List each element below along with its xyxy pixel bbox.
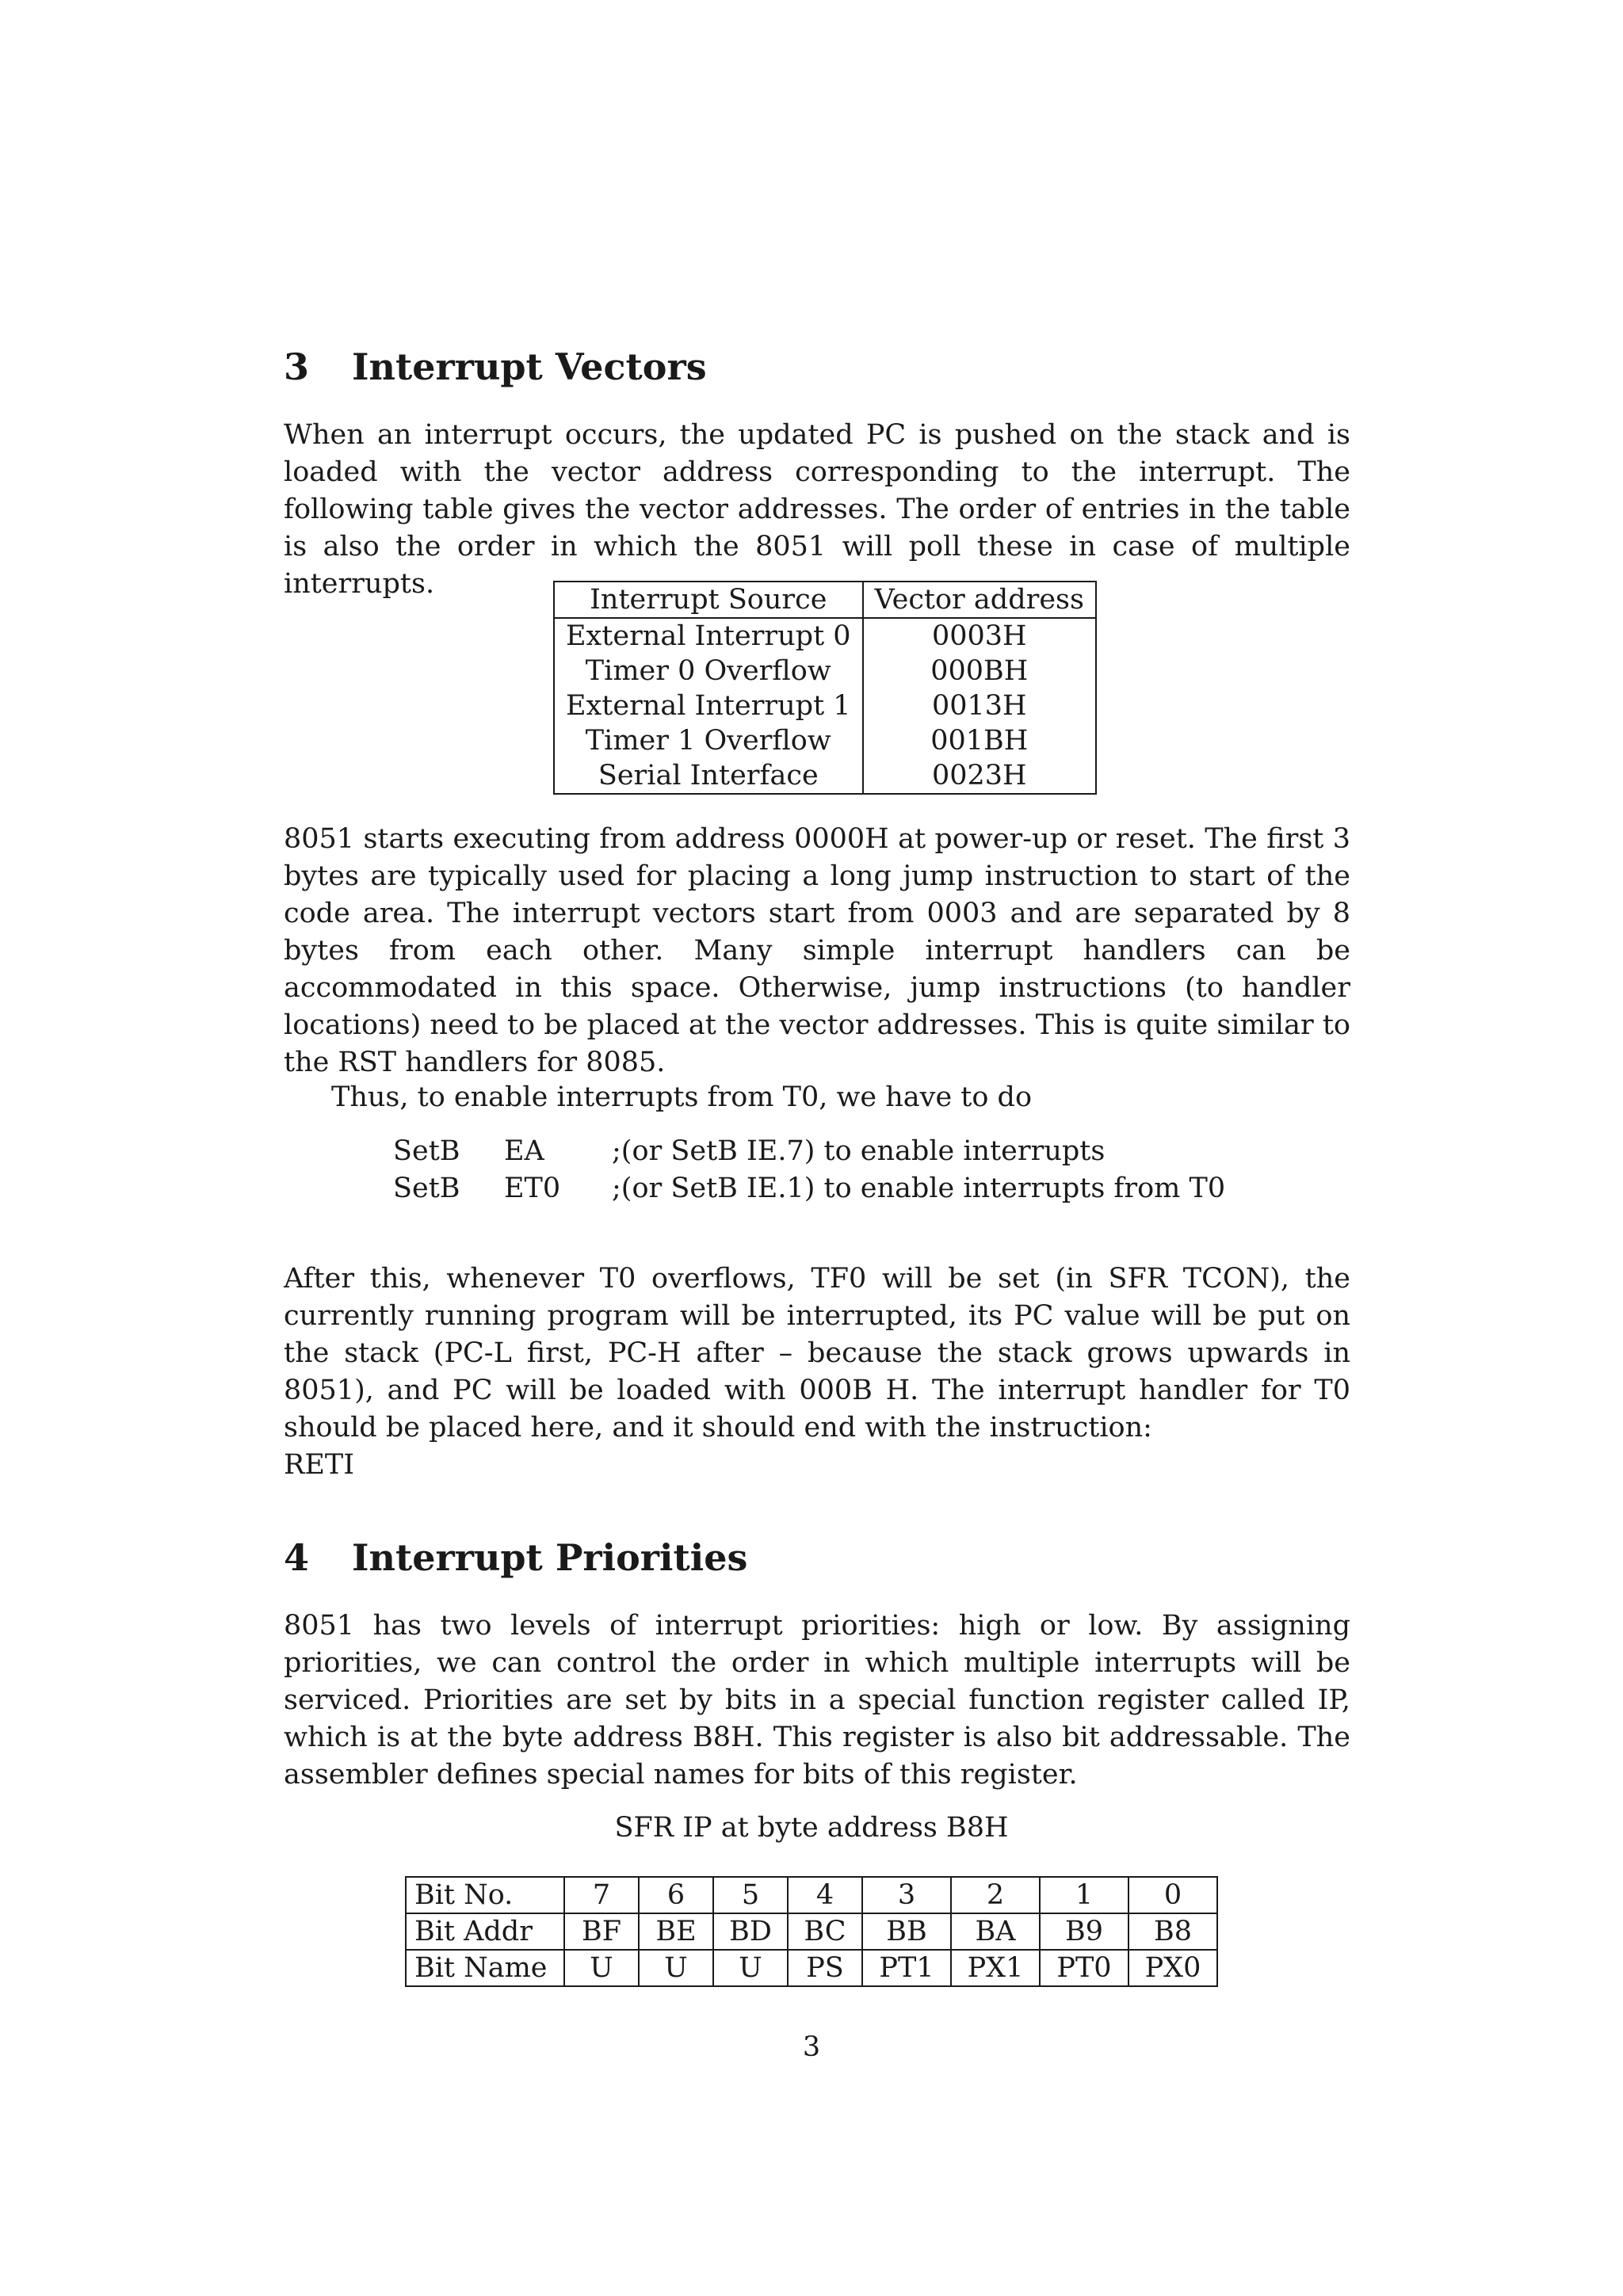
table-cell: 7 bbox=[564, 1877, 639, 1913]
table-row bbox=[406, 1913, 1217, 1950]
section-3-conclusion bbox=[284, 1261, 1350, 1484]
table-row bbox=[554, 688, 1096, 723]
table-cell: 0003H bbox=[931, 620, 1027, 652]
code-operand: EA bbox=[504, 1135, 544, 1167]
table-cell: 5 bbox=[713, 1877, 788, 1913]
section-3-heading bbox=[284, 343, 707, 391]
table-row bbox=[554, 618, 1096, 654]
paragraph-last-line: RETI bbox=[284, 1449, 355, 1481]
table-row bbox=[554, 654, 1096, 688]
table-cell: BE bbox=[639, 1913, 713, 1950]
ip-register-table bbox=[405, 1876, 1218, 1987]
table-cell: BA bbox=[951, 1913, 1040, 1950]
table-caption: SFR IP at byte address B8H bbox=[614, 1812, 1009, 1844]
table-cell: Timer 0 Overflow bbox=[554, 654, 863, 688]
table-cell: Timer 1 Overflow bbox=[554, 723, 863, 758]
paragraph: 8051 has two levels of interrupt priorities: high or low. By assigning priorities, we can control the order in which multiple interrupts will be serviced. Priorities are set by bits in a special function register called IP, which is at the byte address B8H. This register is also bit addressable. The assembler defines special names for bits of this register. bbox=[284, 1610, 1350, 1791]
code-operand: ET0 bbox=[504, 1173, 561, 1204]
table-cell: 6 bbox=[639, 1877, 713, 1913]
table-cell: PT0 bbox=[1040, 1950, 1128, 1986]
table-cell: BD bbox=[713, 1913, 788, 1950]
paragraph: Thus, to enable interrupts from T0, we have to do bbox=[331, 1081, 1033, 1113]
table-row bbox=[554, 758, 1096, 794]
section-3-body bbox=[284, 821, 1350, 1081]
table-cell: 0 bbox=[1128, 1877, 1217, 1913]
table-cell: BB bbox=[862, 1913, 951, 1950]
table-cell: U bbox=[713, 1950, 788, 1986]
table-cell: 0013H bbox=[931, 690, 1027, 722]
table-cell: Serial Interface bbox=[554, 758, 863, 794]
section-3-lead-in bbox=[284, 1079, 1350, 1116]
table-cell: External Interrupt 0 bbox=[554, 618, 863, 654]
page-number: 3 bbox=[802, 2031, 821, 2063]
table-cell: U bbox=[639, 1950, 713, 1986]
table-cell: BF bbox=[564, 1913, 639, 1950]
code-block bbox=[393, 1133, 1225, 1207]
row-label: Bit No. bbox=[406, 1877, 564, 1913]
vector-address-table bbox=[553, 581, 1097, 795]
table-row bbox=[406, 1950, 1217, 1986]
table-row bbox=[406, 1877, 1217, 1913]
code-comment: ;(or SetB IE.7) to enable interrupts bbox=[612, 1135, 1106, 1167]
code-line bbox=[393, 1133, 1225, 1170]
table-cell: External Interrupt 1 bbox=[554, 688, 863, 723]
row-label: Bit Name bbox=[406, 1950, 564, 1986]
table-cell: PX1 bbox=[951, 1950, 1040, 1986]
table-cell: 4 bbox=[788, 1877, 862, 1913]
table-cell: PT1 bbox=[862, 1950, 951, 1986]
section-number: 4 bbox=[284, 1536, 310, 1579]
section-4-heading bbox=[284, 1534, 747, 1581]
table-cell: B8 bbox=[1128, 1913, 1217, 1950]
table-cell: PX0 bbox=[1128, 1950, 1217, 1986]
table-cell: BC bbox=[788, 1913, 862, 1950]
table-cell: U bbox=[564, 1950, 639, 1986]
code-opcode: SetB bbox=[393, 1173, 460, 1204]
section-4-intro bbox=[284, 1608, 1350, 1794]
table-cell: 1 bbox=[1040, 1877, 1128, 1913]
table-cell: 0023H bbox=[931, 760, 1027, 791]
section-title: Interrupt Priorities bbox=[352, 1536, 748, 1579]
paragraph: 8051 starts executing from address 0000H at power-up or reset. The first 3 bytes are typically used for placing a long jump instruction to start of the code area. The interrupt vectors start from 0003 and are separated by 8 bytes from each other. Many simple interrupt handlers can be accommodated in this space. Otherwise, jump instructions (to handler locations) need to be placed at the vector addresses. This is quite similar to the RST handlers for 8085. bbox=[284, 823, 1350, 1078]
table-cell: 001BH bbox=[930, 725, 1029, 757]
table-cell: 000BH bbox=[930, 655, 1029, 687]
paragraph: When an interrupt occurs, the updated PC is pushed on the stack and is loaded with the vector address corresponding to the interrupt. The following table gives the vector addresses. The order of entries in the table is also the order in which the 8051 will poll these in case of multiple interrupts. bbox=[284, 419, 1350, 600]
section-title: Interrupt Vectors bbox=[352, 345, 707, 388]
column-header: Vector address bbox=[863, 582, 1096, 618]
code-opcode: SetB bbox=[393, 1135, 460, 1167]
column-header: Interrupt Source bbox=[554, 582, 863, 618]
row-label: Bit Addr bbox=[406, 1913, 564, 1950]
table-cell: PS bbox=[788, 1950, 862, 1986]
table-cell: 3 bbox=[862, 1877, 951, 1913]
table-row bbox=[554, 723, 1096, 758]
table-cell: B9 bbox=[1040, 1913, 1128, 1950]
table-cell: 2 bbox=[951, 1877, 1040, 1913]
section-3-intro bbox=[284, 417, 1350, 603]
code-line bbox=[393, 1170, 1225, 1207]
section-number: 3 bbox=[284, 345, 310, 388]
paragraph: After this, whenever T0 overflows, TF0 will be set (in SFR TCON), the currently running program will be interrupted, its PC value will be put on the stack (PC-L first, PC-H after – because the stack grows upwards in 8051), and PC will be loaded with 000B H. The interrupt handler for T0 should be placed here, and it should end with the instruction: bbox=[284, 1263, 1350, 1444]
table-header-row bbox=[554, 582, 1096, 618]
code-comment: ;(or SetB IE.1) to enable interrupts from T0 bbox=[612, 1173, 1226, 1204]
